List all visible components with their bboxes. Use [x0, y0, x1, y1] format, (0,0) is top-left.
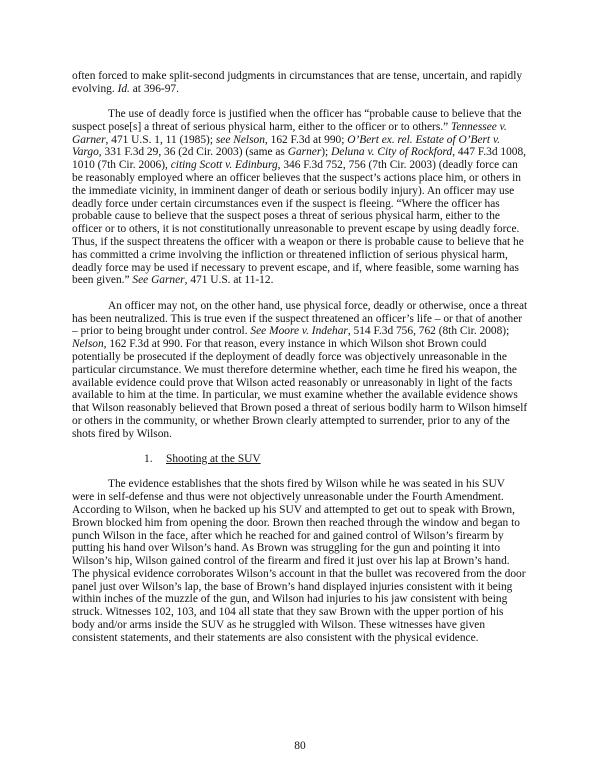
- citation-italic-text: Nelson: [72, 338, 104, 351]
- paragraph-suv-shooting: [72, 478, 528, 644]
- paragraph-deadly-force-standard: [72, 108, 528, 287]
- body-text: The evidence establishes that the shots fired by Wilson while he was seated in his SUV were in self-defense and thus were not objectively unreasonable under the Fourth Amendment. According to Wilson, when he backed up his SUV and attempted to get out to speak with Brown, Brown blocked him from opening the door. Brown then reached through the window and began to punch Wilson in the face, after which he reached for and gained control of Wilson’s firearm by putting his hand over Wilson’s hand. As Brown was struggling for the gun and pointing it into Wilson’s hip, Wilson gained control of the firearm and fired it just over his lap at Brown’s hand. The physical evidence corroborates Wilson’s account in that the bullet was recovered from the door panel just over Wilson’s lap, the base of Brown’s hand displayed injuries consistent with it being within inches of the muzzle of the gun, and Wilson had injuries to his jaw consistent with being struck. Witnesses 102, 103, and 104 all state that they saw Brown with the upper portion of his body and/or arms inside the SUV as he struggled with Wilson. These witnesses have given consistent statements, and their statements are also consistent with the physical evidence.: [72, 478, 526, 644]
- body-text: at 396-97.: [129, 82, 179, 95]
- body-text: , 471 U.S. at 11-12.: [184, 274, 274, 287]
- document-page: [72, 70, 528, 645]
- body-text: , 162 F.3d at 990;: [264, 133, 348, 146]
- body-text: An officer may not, on the other hand, use physical force, deadly or otherwise, once a threat has been neutralized. This is true even if the suspect threatened an officer’s life – or that of another – prior to being brought under control.: [72, 299, 528, 338]
- citation-italic-text: See Garner: [132, 274, 185, 287]
- body-text: , 346 F.3d 752, 756 (7th Cir. 2003) (deadly force can be reasonably employed where an officer believes that the suspect’s actions place him, or others in the immediate vicinity, in imminent danger of death or serious bodily injury). An officer may use deadly force under certain circumstances even if the suspect is fleeing. “Where the officer has probable cause to believe that the suspect poses a threat of serious physical harm, either to the officer or to others, it is not constitutionally unreasonable to prevent escape by using deadly force. Thus, if the suspect threatens the officer with a weapon or there is probable cause to believe that he has committed a crime involving the infliction or threatened infliction of serious physical harm, deadly force may be used if necessary to prevent escape, and if, where feasible, some warning has been given.”: [72, 159, 524, 287]
- body-text: , 162 F.3d at 990. For that reason, every instance in which Wilson shot Brown could potentially be prosecuted if the deployment of deadly force was objectively unreasonable in the particular circumstance. We must therefore determine whether, each time he fired his weapon, the available evidence could prove that Wilson acted reasonably or unreasonably in light of the facts available to him at the time. In particular, we must examine whether the available evidence shows that Wilson reasonably believed that Brown posed a threat of serious bodily harm to Wilson himself or others in the community, or whether Brown clearly attempted to surrender, prior to any of the shots fired by Wilson.: [72, 338, 528, 440]
- body-text: often forced to make split-second judgments in circumstances that are tense, uncertain, and rapidly evolving.: [72, 70, 523, 95]
- page-number: 80: [294, 740, 306, 752]
- section-heading: [144, 453, 528, 466]
- citation-italic-text: Garner: [287, 146, 322, 159]
- citation-italic-text: see Nelson: [215, 133, 265, 146]
- body-text: , 471 U.S. 1, 11 (1985);: [105, 133, 216, 146]
- citation-italic-text: citing Scott v. Edinburg: [170, 159, 278, 172]
- citation-italic-text: Deluna v. City of Rockford: [331, 146, 453, 159]
- citation-italic-text: O’Bert ex. rel. Estate of O’Bert v. Vargo: [72, 133, 501, 159]
- citation-italic-text: See Moore v. Indehar: [250, 325, 348, 338]
- section-heading-title: Shooting at the SUV: [166, 453, 261, 466]
- body-text: , 514 F.3d 756, 762 (8th Cir. 2008);: [347, 325, 510, 338]
- body-text: , 447 F.3d 1008, 1010 (7th Cir. 2006),: [72, 146, 527, 172]
- paragraph-standard-continuation: [72, 70, 528, 96]
- body-text: The use of deadly force is justified when the officer has “probable cause to believe that the suspect pose[s] a threat of serious physical harm, either to the officer or to others.”: [72, 108, 522, 133]
- citation-italic-text: Tennessee v. Garner: [72, 120, 507, 146]
- body-text: );: [321, 146, 332, 159]
- section-heading-number: 1.: [144, 453, 153, 466]
- paragraph-neutralized-threat: [72, 300, 528, 441]
- body-text: , 331 F.3d 29, 36 (2d Cir. 2003) (same as: [98, 146, 288, 159]
- citation-italic-text: Id.: [117, 82, 130, 95]
